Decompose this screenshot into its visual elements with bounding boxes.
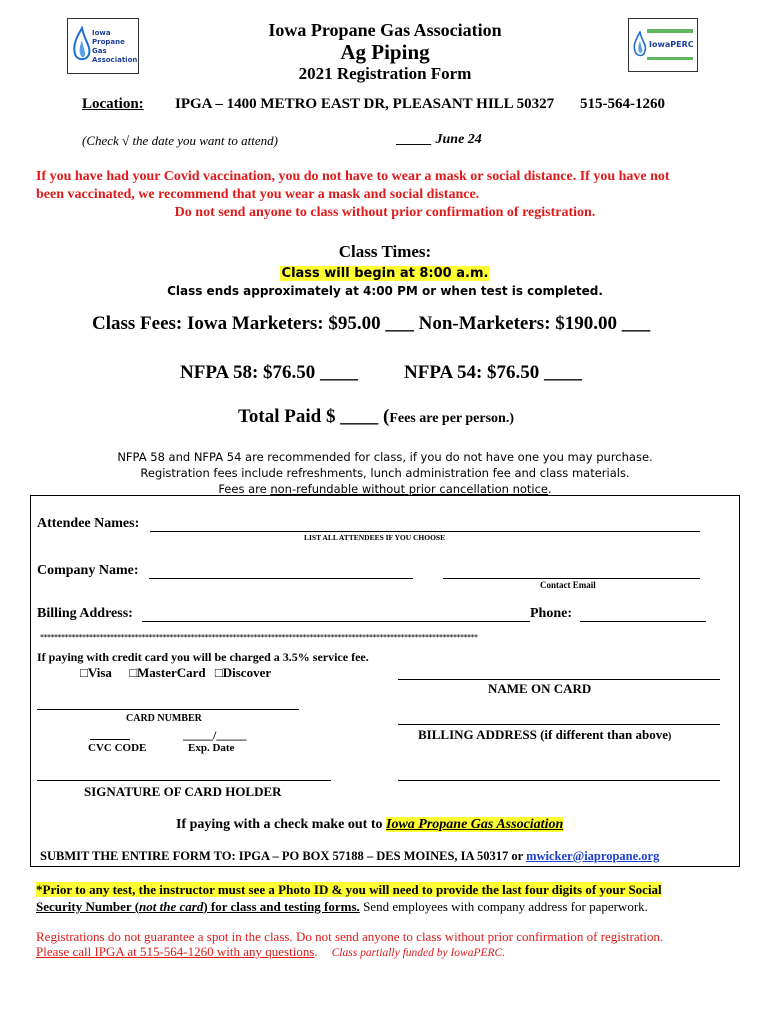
refund-note-prefix: Fees are bbox=[218, 482, 271, 496]
date-option-june-24[interactable]: _____ June 24 bbox=[397, 132, 482, 147]
location-label: Location: bbox=[82, 96, 144, 112]
photo-id-text-2d: Send employees with company address for paperwork. bbox=[359, 899, 648, 914]
billing-address-field[interactable] bbox=[142, 621, 530, 622]
billing-address-label: Billing Address: bbox=[37, 606, 133, 621]
mastercard-checkbox[interactable]: □MasterCard bbox=[129, 665, 206, 680]
refund-note-period: . bbox=[548, 482, 552, 496]
photo-id-text-1: *Prior to any test, the instructor must see a Photo ID & you will need to provide the last four digits of your Social bbox=[36, 882, 662, 897]
attendee-hint: LIST ALL ATTENDEES IF YOU CHOOSE bbox=[304, 533, 446, 542]
attendee-names-field[interactable] bbox=[150, 531, 700, 532]
footer-notice-line-2 bbox=[36, 944, 505, 960]
form-title: 2021 Registration Form bbox=[298, 64, 472, 83]
company-name-field[interactable] bbox=[149, 578, 413, 579]
name-on-card-field[interactable] bbox=[398, 679, 720, 680]
submit-line bbox=[40, 849, 659, 864]
signature-label: SIGNATURE OF CARD HOLDER bbox=[84, 784, 282, 799]
course-title: Ag Piping bbox=[340, 40, 430, 64]
billing-if-different-text: BILLING ADDRESS (if different than above bbox=[418, 727, 669, 742]
phone-label: Phone: bbox=[530, 606, 572, 621]
credit-card-fee-note: If paying with credit card you will be charged a 3.5% service fee. bbox=[37, 650, 369, 664]
class-end-time: Class ends approximately at 4:00 PM or when test is completed. bbox=[167, 284, 603, 298]
refund-note-policy: non-refundable without prior cancellation notice bbox=[270, 482, 549, 496]
submit-text: SUBMIT THE ENTIRE FORM TO: IPGA – PO BOX 57188 – DES MOINES, IA 50317 or bbox=[40, 849, 527, 863]
extra-line-field[interactable] bbox=[398, 780, 720, 781]
photo-id-text-2a: Security Number ( bbox=[36, 899, 140, 914]
name-on-card-label: NAME ON CARD bbox=[488, 681, 592, 696]
total-paid-note: Fees are per person.) bbox=[389, 411, 515, 426]
class-fees: Class Fees: Iowa Marketers: $95.00 ___ Non-Marketers: $190.00 ___ bbox=[92, 313, 651, 334]
photo-id-text-2c: ) for class and testing forms. bbox=[203, 899, 360, 914]
logo-line-3: Association bbox=[92, 56, 138, 64]
submit-email-link[interactable]: mwicker@iapropane.org bbox=[526, 849, 660, 863]
class-begin-time: Class will begin at 8:00 a.m. bbox=[281, 266, 489, 281]
nfpa-54-fee: NFPA 54: $76.50 ____ bbox=[404, 362, 583, 383]
footer-call-period: . bbox=[314, 944, 318, 959]
company-label: Company Name: bbox=[37, 563, 139, 578]
date-instruction: (Check √ the date you want to attend) bbox=[82, 133, 278, 148]
attendee-label: Attendee Names: bbox=[37, 516, 140, 531]
total-paid bbox=[238, 406, 514, 428]
fees-include-note: Registration fees include refreshments, lunch administration fee and class materials. bbox=[140, 466, 630, 480]
section-divider: ***************************************************************************************************************************** bbox=[40, 633, 478, 642]
check-payee: Iowa Propane Gas Association bbox=[386, 817, 564, 832]
check-prefix: If paying with a check make out to bbox=[176, 817, 387, 832]
card-number-label: CARD NUMBER bbox=[126, 713, 202, 724]
total-paid-label: Total Paid $ ____ ( bbox=[238, 406, 390, 427]
org-title: Iowa Propane Gas Association bbox=[268, 20, 502, 40]
billing-if-different-field[interactable] bbox=[398, 724, 720, 725]
refund-note bbox=[0, 482, 770, 496]
visa-checkbox[interactable]: □Visa bbox=[80, 665, 112, 680]
exp-date-field[interactable]: _____/_____ bbox=[183, 728, 247, 742]
billing-if-different-paren: ) bbox=[668, 731, 672, 742]
footer-notice-line-1: Registrations do not guarantee a spot in the class. Do not send anyone to class without prior confirmation of registration. bbox=[36, 929, 664, 944]
contact-email-field[interactable] bbox=[443, 578, 700, 579]
cvc-field[interactable] bbox=[90, 739, 130, 740]
photo-id-notice-line-1 bbox=[36, 882, 662, 898]
logo-line-1: Iowa bbox=[92, 29, 111, 37]
photo-id-text-2b: not the card bbox=[139, 899, 204, 914]
iowaperc-logo-text: IowaPERC bbox=[649, 40, 694, 49]
exp-date-label: Exp. Date bbox=[188, 742, 235, 754]
covid-notice-line-2: been vaccinated, we recommend that you wear a mask and social distance. bbox=[36, 187, 480, 202]
class-times-heading: Class Times: bbox=[338, 242, 432, 261]
registration-form-box bbox=[30, 495, 740, 867]
location-address: IPGA – 1400 METRO EAST DR, PLEASANT HILL 50327 bbox=[175, 96, 555, 112]
funding-note: Class partially funded by IowaPERC. bbox=[331, 947, 506, 959]
check-payee-line bbox=[176, 817, 563, 833]
photo-id-notice-line-2 bbox=[36, 899, 648, 915]
card-type-options bbox=[80, 665, 271, 681]
card-number-field[interactable] bbox=[37, 709, 299, 710]
nfpa-58-fee: NFPA 58: $76.50 ____ bbox=[180, 362, 359, 383]
contact-email-label: Contact Email bbox=[540, 580, 596, 590]
footer-call-text: Please call IPGA at 515-564-1260 with any questions bbox=[36, 944, 315, 959]
signature-field[interactable] bbox=[37, 780, 331, 781]
nfpa-note: NFPA 58 and NFPA 54 are recommended for class, if you do not have one you may purchase. bbox=[117, 450, 653, 464]
logo-line-2: Propane Gas bbox=[92, 38, 125, 55]
class-begin-row bbox=[0, 264, 770, 282]
location-phone: 515-564-1260 bbox=[580, 96, 665, 112]
billing-if-different-label bbox=[418, 727, 671, 743]
discover-checkbox[interactable]: □Discover bbox=[214, 665, 272, 680]
phone-field[interactable] bbox=[580, 621, 706, 622]
cvc-label: CVC CODE bbox=[88, 742, 147, 754]
covid-notice-line-1: If you have had your Covid vaccination, you do not have to wear a mask or social distance. If you have not bbox=[36, 169, 670, 184]
covid-notice-line-3: Do not send anyone to class without prior confirmation of registration. bbox=[174, 205, 596, 220]
